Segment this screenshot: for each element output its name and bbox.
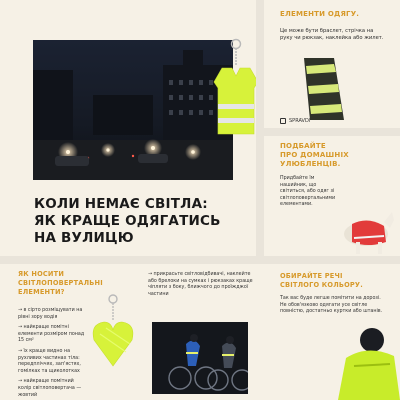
light-clothes-line-1: ОБИРАЙТЕ РЕЧІ [280, 272, 343, 280]
pets-heading-line-3: УЛЮБЛЕНЦІВ. [280, 160, 341, 168]
reflector-heart-keychain [90, 294, 136, 370]
pets-heading-line-2: ПРО ДОМАШНІХ [280, 151, 349, 159]
light-clothes-line-2: СВІТЛОГО КОЛЬОРУ. [280, 281, 363, 289]
pets-text: Придбайте їм нашийник, що світиться, або одяг зі світлоповертальними елементами. [280, 176, 336, 208]
logo-mark-icon [280, 118, 286, 124]
cyclist-in-neon-jacket-photo [324, 322, 400, 400]
how-to-wear-line-2: СВІТЛОПОВЕРТАЛЬНІ [18, 279, 103, 287]
how-to-wear-line-3: ЕЛЕМЕНТИ? [18, 288, 65, 296]
clothing-heading: ЕЛЕМЕНТИ ОДЯГУ. [280, 10, 360, 18]
cyclists-night-photo [152, 322, 248, 394]
reflector-vest-keychain [210, 38, 256, 138]
how-to-wear-list [18, 308, 88, 399]
reflective-sleeve-photo [264, 58, 400, 120]
bags-text: → прикрасьте світловідбивачі, наклейте або брелоки на сумках і рюкзаках краще чіпляти з боку, ближчого до проїжджої частини [148, 272, 253, 297]
logo-text: SPRAVDI [289, 118, 311, 124]
how-to-wear-line-1: ЯК НОСИТИ [18, 270, 65, 278]
main-title-line-1: КОЛИ НЕМАЄ СВІТЛА: [34, 196, 208, 212]
light-clothes-text: Так вас буде легше помітити на дорозі. Не обов'язково одягати усе світле повністю, достатньо куртки або штанів. [280, 296, 383, 315]
main-title-line-2: ЯК КРАЩЕ ОДЯГАТИСЬ [34, 213, 221, 229]
how-to-wear-heading [18, 270, 103, 297]
list-item: → найкраще помітні елементи розміром понад 15 см² [18, 325, 85, 344]
spravdi-logo [280, 118, 310, 124]
light-clothes-card [264, 264, 400, 400]
night-street-photo [33, 40, 233, 180]
pets-heading [280, 142, 349, 169]
main-title [34, 196, 244, 247]
list-item: → найкраще помітний колір світлоповертача — жовтий [18, 379, 82, 398]
pets-card [264, 136, 400, 256]
main-title-line-3: НА ВУЛИЦЮ [34, 230, 134, 246]
bags-card [136, 264, 264, 400]
clothing-elements-card [264, 0, 400, 128]
pets-heading-line-1: ПОДБАЙТЕ [280, 142, 326, 150]
how-to-wear-card [0, 264, 136, 400]
list-item: → їх краще видно на рухливих частинах тіла: передпліччях, зап'ястях, гомілках та щиколотках [18, 348, 81, 374]
dog-in-jacket-illustration [334, 208, 398, 254]
clothing-text: Це може бути браслет, стрічка на руку чи рюкзак, наклейка або жилет. [280, 28, 384, 42]
list-item: → в сірто розміщувати на рівні зору водія [18, 308, 83, 320]
light-clothes-heading [280, 272, 363, 290]
main-card [0, 0, 256, 256]
